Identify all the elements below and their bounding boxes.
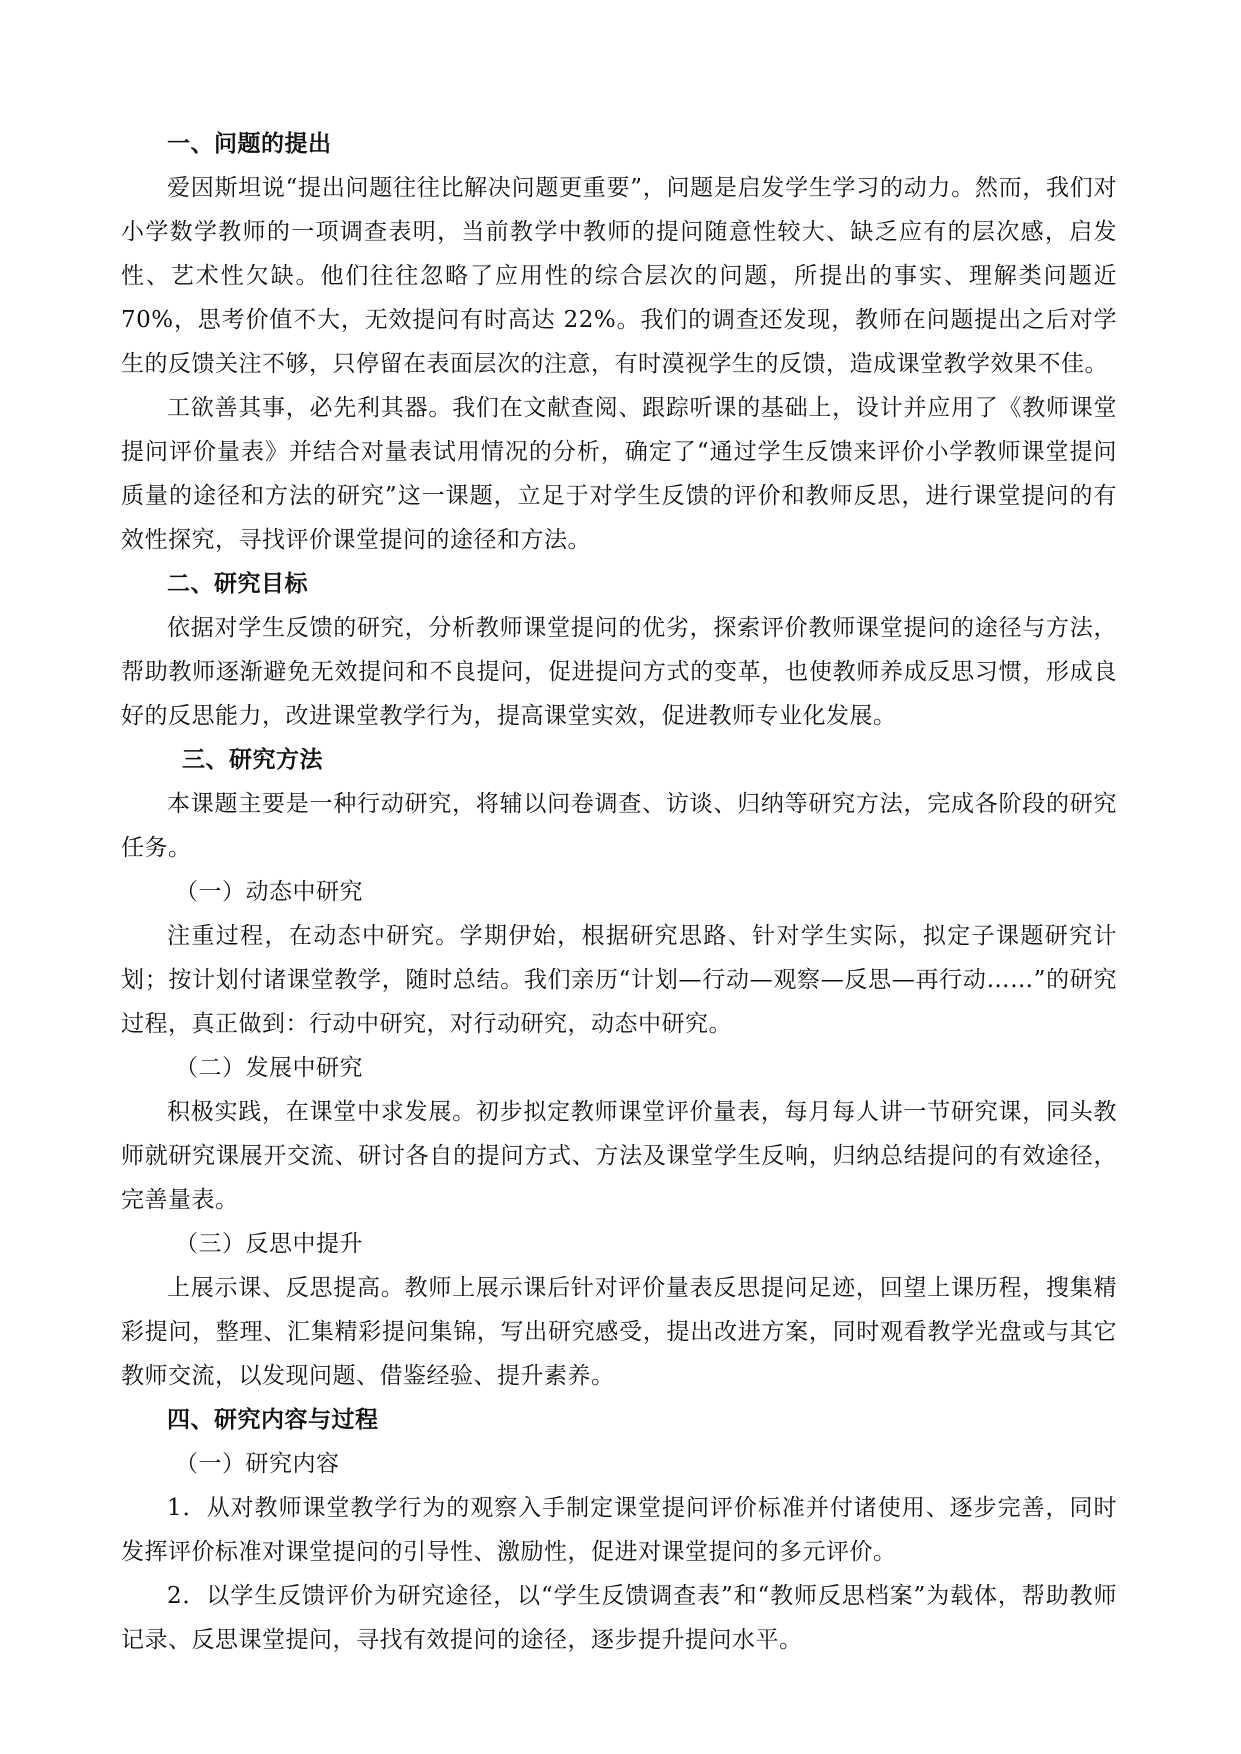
list-item: 1．从对教师课堂教学行为的观察入手制定课堂提问评价标准并付诸使用、逐步完善，同时发挥评价标准对课堂提问的引导性、激励性，促进对课堂提问的多元评价。 <box>121 1495 1117 1565</box>
paragraph: 注重过程，在动态中研究。学期伊始，根据研究思路、针对学生实际，拟定子课题研究计划；按计划付诸课堂教学，随时总结。我们亲历“计划—行动—观察—反思—再行动……”的研究过程，真正做到：行动中研究，对行动研究，动态中研究。 <box>121 923 1117 1037</box>
section-heading-3: 三、研究方法 <box>182 746 323 773</box>
paragraph: 上展示课、反思提高。教师上展示课后针对评价量表反思提问足迹，回望上课历程，搜集精彩提问，整理、汇集精彩提问集锦，写出研究感受，提出改进方案，同时观看教学光盘或与其它教师交流，以发现问题、借鉴经验、提升素养。 <box>121 1275 1117 1389</box>
paragraph: 依据对学生反馈的研究，分析教师课堂提问的优劣，探索评价教师课堂提问的途径与方法，帮助教师逐渐避免无效提问和不良提问，促进提问方式的变革，也使教师养成反思习惯，形成良好的反思能力，改进课堂教学行为，提高课堂实效，促进教师专业化发展。 <box>121 615 1117 729</box>
section-heading-2: 二、研究目标 <box>167 570 308 597</box>
subsection-heading: （三）反思中提升 <box>175 1231 363 1257</box>
paragraph: 爱因斯坦说“提出问题往往比解决问题更重要”，问题是启发学生学习的动力。然而，我们对小学数学教师的一项调查表明，当前教学中教师的提问随意性较大、缺乏应有的层次感，启发性、艺术性欠缺。他们往往忽略了应用性的综合层次的问题，所提出的事实、理解类问题近 70%，思考价值不大，无效提问有时高达 22%。我们的调查还发现，教师在问题提出之后对学生的反馈关注不够，只停留在表面层次的注意，有时漠视学生的反馈，造成课堂教学效果不佳。 <box>121 175 1117 377</box>
section-heading-4: 四、研究内容与过程 <box>167 1406 379 1433</box>
subsection-heading: （二）发展中研究 <box>175 1055 363 1081</box>
paragraph: 本课题主要是一种行动研究，将辅以问卷调查、访谈、归纳等研究方法，完成各阶段的研究任务。 <box>121 791 1117 861</box>
paragraph: 工欲善其事，必先利其器。我们在文献查阅、跟踪听课的基础上，设计并应用了《教师课堂提问评价量表》并结合对量表试用情况的分析，确定了“通过学生反馈来评价小学教师课堂提问质量的途径和方法的研究”这一课题，立足于对学生反馈的评价和教师反思，进行课堂提问的有效性探究，寻找评价课堂提问的途径和方法。 <box>121 395 1117 553</box>
paragraph: 积极实践，在课堂中求发展。初步拟定教师课堂评价量表，每月每人讲一节研究课，同头教师就研究课展开交流、研讨各自的提问方式、方法及课堂学生反响，归纳总结提问的有效途径，完善量表。 <box>121 1099 1117 1213</box>
section-heading-1: 一、问题的提出 <box>167 130 332 157</box>
list-item: 2．以学生反馈评价为研究途径，以“学生反馈调查表”和“教师反思档案”为载体，帮助教师记录、反思课堂提问，寻找有效提问的途径，逐步提升提问水平。 <box>121 1583 1117 1653</box>
subsection-heading: （一）动态中研究 <box>175 879 363 905</box>
subsection-heading: （一）研究内容 <box>175 1451 340 1477</box>
document-body <box>121 122 1117 1662</box>
